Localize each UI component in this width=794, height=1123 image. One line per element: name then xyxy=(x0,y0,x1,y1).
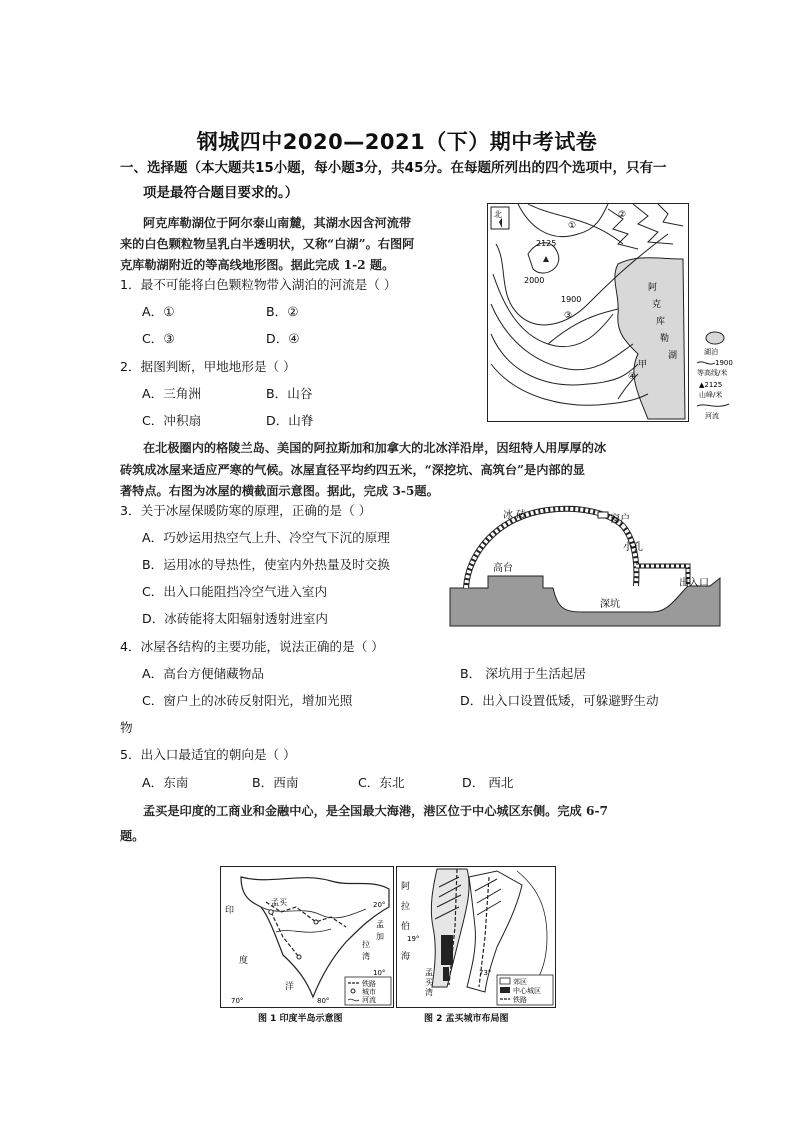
question-5-option-a: A．东南 xyxy=(142,775,189,790)
fig1-legend-railway: 铁路 xyxy=(362,980,376,988)
lake-char-1: 阿 xyxy=(648,283,658,293)
question-2-option-a: A．三角洲 xyxy=(142,386,201,401)
lon-70-label: 70° xyxy=(231,997,244,1005)
lake-char-4: 勒 xyxy=(660,334,670,344)
label-pit: 深坑 xyxy=(600,599,620,610)
question-3-option-a: A．巧妙运用热空气上升、冷空气下沉的原理 xyxy=(142,530,390,545)
legend-contour-value: 1900 xyxy=(715,359,733,367)
fig2-caption: 图 2 孟买城市布局图 xyxy=(424,1014,509,1024)
mumbai-label: 孟买 xyxy=(271,898,287,907)
lake-char-3: 库 xyxy=(656,317,666,327)
question-1-option-d: D．④ xyxy=(266,331,300,346)
fig1-caption: 图 1 印度半岛示意图 xyxy=(258,1014,343,1024)
lake-area xyxy=(615,258,685,419)
contour-map-drawing xyxy=(488,204,688,421)
contour-1900-label: 1900 xyxy=(561,295,582,304)
river-label-1: ① xyxy=(568,221,577,231)
question-3-option-c: C．出入口能阻挡冷空气进入室内 xyxy=(142,584,328,599)
bengal-char-1: 孟 xyxy=(376,920,384,929)
contour-2000-label: 2000 xyxy=(524,276,545,285)
arabian-char-1: 阿 xyxy=(401,882,411,892)
label-platform: 高台 xyxy=(493,563,513,574)
question-3-option-b: B．运用冰的导热性，使室内外热量及时交换 xyxy=(142,557,390,572)
question-1-option-c: C．③ xyxy=(142,331,175,346)
passage2-line2: 砖筑成冰屋来适应严寒的气候。冰屋直径平均约四五米，“深挖坑、高筑台”是内部的显 xyxy=(120,463,585,477)
legend-central-icon xyxy=(500,987,510,993)
section-heading-line1: 一、选择题（本大题共15小题，每小题3分，共45分。在每题所列出的四个选项中，只有一 xyxy=(120,160,667,176)
question-1-stem: 1．最不可能将白色颗粒物带入湖泊的河流是（ ） xyxy=(120,277,397,292)
question-4-stem: 4．冰屋各结构的主要功能，说法正确的是（ ） xyxy=(120,639,384,654)
contour-map-legend xyxy=(695,330,735,422)
bengal-char-3: 拉 xyxy=(362,940,370,949)
label-ice-brick: 冰 砖 xyxy=(503,510,527,521)
river-label-2: ② xyxy=(618,210,627,220)
lake-char-2: 克 xyxy=(652,300,662,310)
question-4-option-b: B． 深坑用于生活起居 xyxy=(460,666,586,681)
question-4-option-a: A．高台方便储藏物品 xyxy=(142,666,264,681)
mumbai-layout-map xyxy=(396,866,556,1008)
lat-19-label: 19° xyxy=(407,935,420,943)
india-peninsula-map xyxy=(220,866,394,1008)
legend-river-icon xyxy=(697,404,729,406)
question-5-option-c: C．东北 xyxy=(358,775,405,790)
fig2-legend-suburb: 郊区 xyxy=(513,978,527,986)
question-4-option-d-wrap: 物 xyxy=(120,720,133,735)
river-label-4: ④ xyxy=(628,372,637,382)
question-3-stem: 3．关于冰屋保暖防寒的原理，正确的是（ ） xyxy=(120,503,372,518)
city-landmass-west xyxy=(431,869,469,987)
mumbai-bay-char-3: 湾 xyxy=(425,988,433,997)
passage3-line1: 孟买是印度的工商业和金融中心，是全国最大海港，港区位于中心城区东侧。完成 6-7 xyxy=(143,804,609,818)
passage1-line3: 克库勒湖附近的等高线地形图。据此完成 1-2 题。 xyxy=(120,258,395,272)
section-heading-line2: 项是最符合题目要求的。） xyxy=(143,185,299,201)
lon-73-label: 73° xyxy=(479,969,492,977)
city-landmass-east xyxy=(467,871,522,992)
window-icon xyxy=(598,512,608,518)
question-2-stem: 2．据图判断，甲地地形是（ ） xyxy=(120,359,296,374)
lat-20-label: 20° xyxy=(373,901,386,909)
label-entrance: 出入口 xyxy=(679,578,709,589)
mumbai-layout-map-drawing xyxy=(397,867,555,1007)
arabian-char-2: 拉 xyxy=(401,902,411,912)
mumbai-city-icon xyxy=(269,910,273,914)
exam-title: 钢城四中2020—2021（下）期中考试卷 xyxy=(196,130,598,154)
passage1-line1: 阿克库勒湖位于阿尔泰山南麓，其湖水因含河流带 xyxy=(143,216,412,230)
legend-lake-icon xyxy=(706,332,724,344)
bengal-char-4: 湾 xyxy=(362,952,370,961)
arabian-char-4: 海 xyxy=(401,952,411,962)
passage3-line2: 题。 xyxy=(120,829,145,843)
fig1-legend-river: 河流 xyxy=(362,996,376,1004)
legend-contour-label: 等高线/米 xyxy=(697,369,728,377)
fig2-legend-central: 中心城区 xyxy=(513,987,541,995)
lake-char-5: 湖 xyxy=(668,351,678,361)
question-4-option-c: C．窗户上的冰砖反射阳光，增加光照 xyxy=(142,693,353,708)
passage2-line1: 在北极圈内的格陵兰岛、美国的阿拉斯加和加拿大的北冰洋沿岸，因纽特人用厚厚的冰 xyxy=(143,441,607,455)
fig1-legend-city: 城市 xyxy=(362,988,376,996)
question-5-stem: 5．出入口最适宜的朝向是（ ） xyxy=(120,747,296,762)
north-label: 北 xyxy=(494,210,502,219)
legend-river-label: 河流 xyxy=(705,412,719,420)
peak-label: 2125 xyxy=(536,239,557,248)
india-peninsula-map-drawing xyxy=(221,867,393,1007)
legend-city-icon xyxy=(351,989,355,993)
lat-10-label: 10° xyxy=(373,969,386,977)
question-5-option-b: B．西南 xyxy=(252,775,299,790)
question-2-option-d: D．山脊 xyxy=(266,413,314,428)
city-icon-2 xyxy=(314,920,318,924)
question-3-option-d: D．冰砖能将太阳辐射透射进室内 xyxy=(142,611,329,626)
question-4-option-d: D．出入口设置低矮，可躲避野生动 xyxy=(460,693,659,708)
passage2-line3: 著特点。右图为冰屋的横截面示意图。据此，完成 3-5题。 xyxy=(120,484,439,498)
legend-lake-label: 湖泊 xyxy=(704,348,718,356)
river-label-3: ③ xyxy=(564,311,573,321)
india-label: 印 xyxy=(225,906,235,916)
jia-label: 甲 xyxy=(638,360,648,370)
city-icon-3 xyxy=(297,955,301,959)
passage1-line2: 来的白色颗粒物呈乳白半透明状，又称“白湖”。右图阿 xyxy=(120,237,415,251)
question-1-option-b: B．② xyxy=(266,304,299,319)
label-hole: 小孔 xyxy=(623,542,643,553)
legend-suburb-icon xyxy=(500,978,510,984)
legend-peak-value: ▲2125 xyxy=(699,381,723,389)
question-2-option-c: C．冲积扇 xyxy=(142,413,202,428)
lon-80-label: 80° xyxy=(317,997,330,1005)
igloo-diagram xyxy=(448,498,723,628)
contour-map-legend-drawing xyxy=(695,330,735,422)
igloo-diagram-drawing xyxy=(448,498,723,628)
label-window: 窗户 xyxy=(610,514,630,525)
mumbai-bay-char-1: 孟 xyxy=(425,968,433,977)
question-1-option-a: A．① xyxy=(142,304,175,319)
mumbai-bay-char-2: 买 xyxy=(425,978,433,987)
peak-icon xyxy=(543,256,549,262)
contour-map xyxy=(487,203,689,422)
arabian-char-3: 伯 xyxy=(401,922,411,932)
legend-contour-icon xyxy=(697,362,715,364)
question-2-option-b: B．山谷 xyxy=(266,386,313,401)
legend-peak-label: 山峰/米 xyxy=(699,391,723,399)
fig2-legend-railway: 铁路 xyxy=(513,996,527,1004)
du-label: 度 xyxy=(239,956,249,966)
bengal-char-2: 加 xyxy=(376,932,384,941)
question-5-option-d: D． 西北 xyxy=(462,775,514,790)
yang-label: 洋 xyxy=(285,982,295,992)
